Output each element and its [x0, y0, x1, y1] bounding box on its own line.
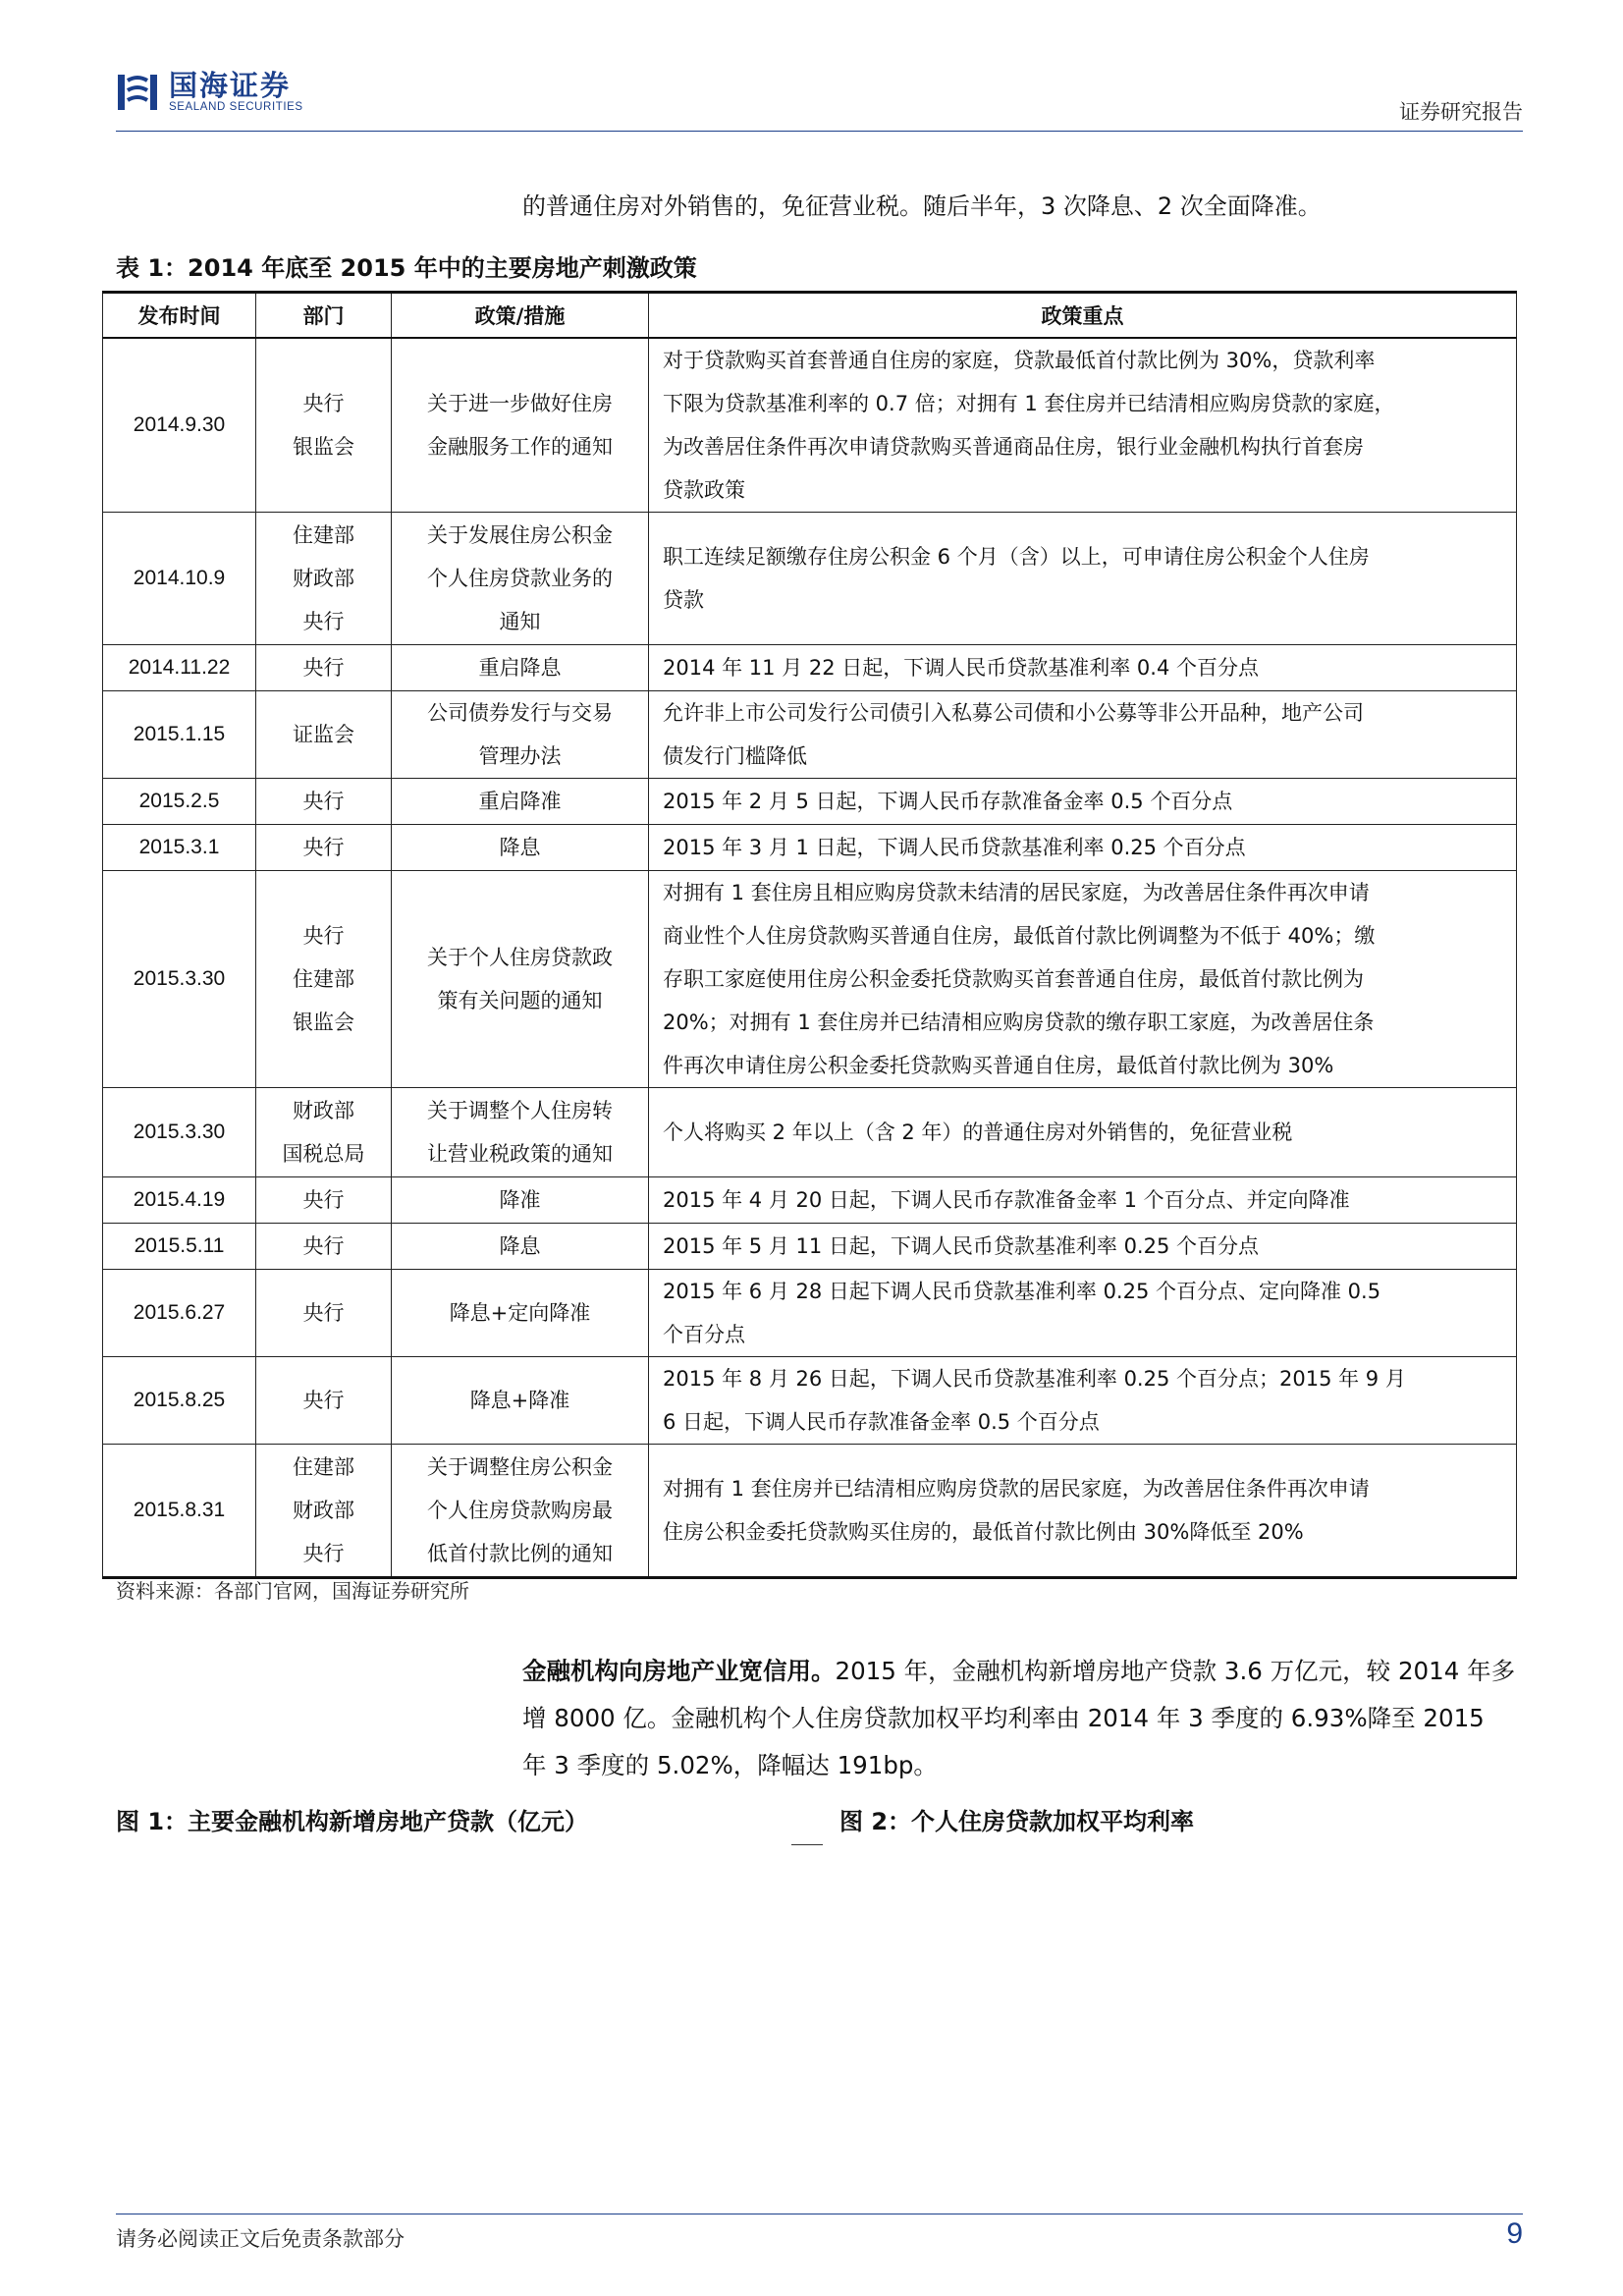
cell-measure-line: 策有关问题的通知: [437, 989, 603, 1012]
cell-point: [649, 1357, 1517, 1445]
page-header: [116, 69, 1523, 130]
page-number: 9: [1506, 2217, 1523, 2250]
cell-measure-line: 个人住房贷款业务的: [427, 567, 613, 590]
company-logo: [116, 71, 303, 114]
cell-measure: [392, 1357, 649, 1445]
cell-dept-line: 住建部: [293, 967, 354, 991]
cell-point-line: 2015 年 4 月 20 日起，下调人民币存款准备金率 1 个百分点、并定向降准: [663, 1188, 1350, 1212]
cell-measure-line: 通知: [499, 610, 541, 633]
cell-date: 2014.10.9: [103, 513, 256, 645]
cell-point: [649, 1270, 1517, 1357]
cell-dept-line: 住建部: [293, 1455, 354, 1479]
cell-measure-line: 关于调整住房公积金: [427, 1455, 613, 1479]
cell-measure: [392, 691, 649, 779]
cell-measure: [392, 338, 649, 513]
table-row: [103, 513, 1517, 645]
table-row: [103, 338, 1517, 513]
cell-point-line: 6 日起，下调人民币存款准备金率 0.5 个百分点: [663, 1410, 1100, 1434]
cell-measure: [392, 1270, 649, 1357]
paragraph-lead: 金融机构向房地产业宽信用。: [522, 1657, 836, 1685]
cell-measure-line: 金融服务工作的通知: [427, 435, 613, 459]
cell-dept: [256, 691, 392, 779]
cell-date: 2015.1.15: [103, 691, 256, 779]
table-title: 表 1：2014 年底至 2015 年中的主要房地产刺激政策: [116, 254, 697, 282]
cell-point-line: 下限为贷款基准利率的 0.7 倍；对拥有 1 套住房并已结清相应购房贷款的家庭，: [663, 392, 1395, 415]
cell-dept-line: 央行: [302, 610, 345, 633]
cell-measure-line: 关于调整个人住房转: [427, 1099, 613, 1122]
logo-chinese-name: 国海证券: [169, 69, 292, 102]
cell-point-line: 2015 年 8 月 26 日起，下调人民币贷款基准利率 0.25 个百分点；2015 年 9 月: [663, 1367, 1406, 1391]
table-row: [103, 1445, 1517, 1578]
column-header-measure: 政策/措施: [392, 293, 649, 339]
cell-measure-line: 降息+定向降准: [449, 1301, 591, 1325]
cell-dept-line: 央行: [302, 656, 345, 680]
cell-date: 2015.8.25: [103, 1357, 256, 1445]
table-row: [103, 1357, 1517, 1445]
table-row: [103, 691, 1517, 779]
cell-measure: [392, 1224, 649, 1270]
cell-point-line: 件再次申请住房公积金委托贷款购买普通自住房，最低首付款比例为 30%: [663, 1054, 1334, 1077]
cell-dept-line: 财政部: [293, 1099, 354, 1122]
cell-date: 2014.9.30: [103, 338, 256, 513]
cell-dept-line: 银监会: [293, 1011, 354, 1034]
cell-point: [649, 825, 1517, 871]
table-row: [103, 1088, 1517, 1177]
cell-point-line: 20%；对拥有 1 套住房并已结清相应购房贷款的缴存职工家庭，为改善居住条: [663, 1011, 1375, 1034]
cell-point-line: 对于贷款购买首套普通自住房的家庭，贷款最低首付款比例为 30%，贷款利率: [663, 349, 1376, 372]
sealand-logo-icon: [116, 71, 159, 114]
table-row: [103, 1224, 1517, 1270]
cell-dept-line: 国税总局: [282, 1142, 365, 1166]
cell-point-line: 为改善居住条件再次申请贷款购买普通商品住房，银行业金融机构执行首套房: [663, 435, 1364, 459]
cell-point: [649, 338, 1517, 513]
cell-point: [649, 1177, 1517, 1224]
logo-english-name: SEALAND SECURITIES: [169, 101, 303, 113]
table-row: [103, 1177, 1517, 1224]
cell-measure-line: 个人住房贷款购房最: [427, 1499, 613, 1522]
cell-measure: [392, 1177, 649, 1224]
cell-dept-line: 财政部: [293, 567, 354, 590]
cell-measure: [392, 825, 649, 871]
cell-measure-line: 降息: [499, 1234, 541, 1258]
cell-point-line: 贷款: [663, 588, 704, 612]
cell-point: [649, 513, 1517, 645]
cell-point: [649, 871, 1517, 1088]
intro-line: 的普通住房对外销售的，免征营业税。随后半年，3 次降息、2 次全面降准。: [522, 192, 1322, 220]
cell-date: 2014.11.22: [103, 645, 256, 691]
table-row: [103, 1270, 1517, 1357]
cell-dept-line: 央行: [302, 392, 345, 415]
cell-measure-line: 降准: [499, 1188, 541, 1212]
cell-date: 2015.6.27: [103, 1270, 256, 1357]
cell-point-line: 2014 年 11 月 22 日起，下调人民币贷款基准利率 0.4 个百分点: [663, 656, 1260, 680]
header-divider: [116, 131, 1523, 132]
cell-point-line: 对拥有 1 套住房且相应购房贷款未结清的居民家庭，为改善居住条件再次申请: [663, 881, 1370, 904]
cell-dept-line: 央行: [302, 1389, 345, 1412]
cell-date: 2015.4.19: [103, 1177, 256, 1224]
policy-table: [102, 291, 1517, 1579]
report-type-label: 证券研究报告: [1399, 100, 1523, 124]
cell-point-line: 允许非上市公司发行公司债引入私募公司债和小公募等非公开品种，地产公司: [663, 701, 1364, 725]
cell-date: 2015.3.30: [103, 871, 256, 1088]
cell-dept: [256, 1445, 392, 1578]
cell-dept: [256, 1270, 392, 1357]
cell-date: 2015.2.5: [103, 779, 256, 825]
cell-dept: [256, 871, 392, 1088]
table-row: [103, 871, 1517, 1088]
cell-measure-line: 降息: [499, 836, 541, 859]
figure-1-title: 图 1：主要金融机构新增房地产贷款（亿元）: [116, 1808, 589, 1835]
cell-measure: [392, 871, 649, 1088]
body-paragraph: [522, 1648, 1516, 1789]
cell-dept: [256, 825, 392, 871]
cell-measure-line: 低首付款比例的通知: [427, 1542, 613, 1565]
cell-dept-line: 央行: [302, 790, 345, 813]
cell-point: [649, 645, 1517, 691]
table-source: 资料来源：各部门官网，国海证券研究所: [116, 1579, 469, 1603]
cell-point: [649, 1224, 1517, 1270]
cell-dept-line: 央行: [302, 1188, 345, 1212]
table-header-row: [103, 293, 1517, 339]
cell-point-line: 对拥有 1 套住房并已结清相应购房贷款的居民家庭，为改善居住条件再次申请: [663, 1477, 1370, 1501]
cell-dept-line: 央行: [302, 836, 345, 859]
cell-dept: [256, 1177, 392, 1224]
cell-point-line: 个人将购买 2 年以上（含 2 年）的普通住房对外销售的，免征营业税: [663, 1121, 1293, 1144]
column-header-date: 发布时间: [103, 293, 256, 339]
column-header-point: 政策重点: [649, 293, 1517, 339]
cell-point-line: 2015 年 5 月 11 日起，下调人民币贷款基准利率 0.25 个百分点: [663, 1234, 1260, 1258]
cell-point-line: 2015 年 2 月 5 日起，下调人民币存款准备金率 0.5 个百分点: [663, 790, 1233, 813]
cell-point: [649, 1445, 1517, 1578]
cell-dept-line: 财政部: [293, 1499, 354, 1522]
cell-point-line: 商业性个人住房贷款购买普通自住房，最低首付款比例调整为不低于 40%；缴: [663, 924, 1376, 948]
cell-measure: [392, 513, 649, 645]
cell-point-line: 个百分点: [663, 1323, 745, 1346]
cell-dept: [256, 338, 392, 513]
footer-disclaimer: 请务必阅读正文后免责条款部分: [116, 2227, 405, 2251]
cell-point-line: 2015 年 6 月 28 日起下调人民币贷款基准利率 0.25 个百分点、定向降准 0.5: [663, 1280, 1381, 1303]
cell-dept: [256, 1224, 392, 1270]
paragraph-body: 2015 年，金融机构新增房地产贷款 3.6 万亿元，较 2014 年多增 8000 亿。金融机构个人住房贷款加权平均利率由 2014 年 3 季度的 6.93%降至 2015 年 3 季度的 5.02%，降幅达 191bp。: [522, 1657, 1516, 1779]
cell-dept-line: 央行: [302, 1234, 345, 1258]
cell-point-line: 存职工家庭使用住房公积金委托贷款购买首套普通自住房，最低首付款比例为: [663, 967, 1364, 991]
cell-measure-line: 重启降准: [478, 790, 562, 813]
cell-measure-line: 公司债券发行与交易: [427, 701, 613, 725]
figure-2-title: 图 2：个人住房贷款加权平均利率: [839, 1808, 1195, 1835]
cell-date: 2015.3.1: [103, 825, 256, 871]
cell-measure-line: 重启降息: [478, 656, 562, 680]
cell-measure: [392, 1445, 649, 1578]
cell-dept-line: 央行: [302, 924, 345, 948]
cell-dept-line: 央行: [302, 1542, 345, 1565]
cell-measure-line: 让营业税政策的通知: [427, 1142, 613, 1166]
table-row: [103, 779, 1517, 825]
cell-measure: [392, 1088, 649, 1177]
cell-point-line: 2015 年 3 月 1 日起，下调人民币贷款基准利率 0.25 个百分点: [663, 836, 1246, 859]
column-header-dept: 部门: [256, 293, 392, 339]
cell-point-line: 住房公积金委托贷款购买住房的，最低首付款比例由 30%降低至 20%: [663, 1520, 1304, 1544]
cell-measure: [392, 645, 649, 691]
cell-dept-line: 住建部: [293, 523, 354, 547]
cell-measure: [392, 779, 649, 825]
cell-date: 2015.3.30: [103, 1088, 256, 1177]
cell-measure-line: 关于个人住房贷款政: [427, 946, 613, 969]
cell-measure-line: 管理办法: [478, 744, 562, 768]
cell-dept: [256, 1088, 392, 1177]
cell-dept: [256, 1357, 392, 1445]
table-row: [103, 645, 1517, 691]
cell-measure-line: 关于发展住房公积金: [427, 523, 613, 547]
cell-date: 2015.8.31: [103, 1445, 256, 1578]
cell-dept: [256, 779, 392, 825]
cell-dept: [256, 513, 392, 645]
cell-point: [649, 691, 1517, 779]
cell-dept-line: 央行: [302, 1301, 345, 1325]
cell-point-line: 债发行门槛降低: [663, 744, 807, 768]
cell-measure-line: 关于进一步做好住房: [427, 392, 613, 415]
table-row: [103, 825, 1517, 871]
cell-measure-line: 降息+降准: [469, 1389, 570, 1412]
cell-dept: [256, 645, 392, 691]
figure-divider: [791, 1844, 823, 1845]
cell-point-line: 贷款政策: [663, 478, 745, 502]
cell-point-line: 职工连续足额缴存住房公积金 6 个月（含）以上，可申请住房公积金个人住房: [663, 545, 1370, 569]
cell-dept-line: 证监会: [293, 723, 354, 746]
cell-date: 2015.5.11: [103, 1224, 256, 1270]
cell-dept-line: 银监会: [293, 435, 354, 459]
cell-point: [649, 1088, 1517, 1177]
cell-point: [649, 779, 1517, 825]
